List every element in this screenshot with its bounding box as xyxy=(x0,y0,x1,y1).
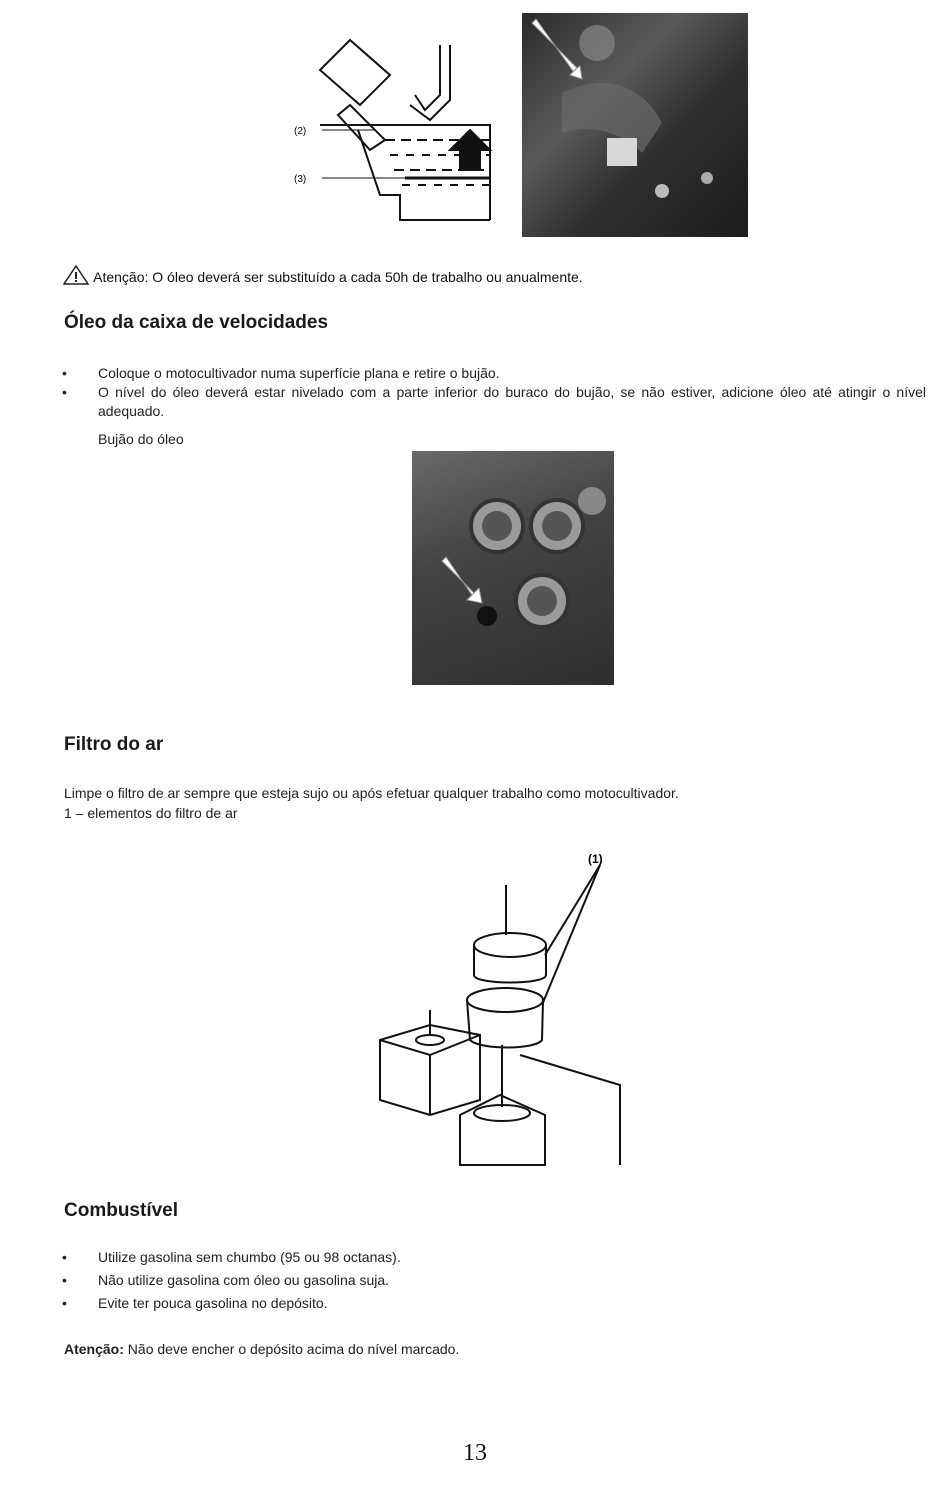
label-1: (1) xyxy=(588,852,603,866)
warning-text: Atenção: O óleo deverá ser substituído a cada 50h de trabalho ou anualmente. xyxy=(93,269,583,285)
plug-label: Bujão do óleo xyxy=(98,431,184,447)
gearbox-plug-photo xyxy=(412,451,614,685)
fuel-note-label: Atenção: xyxy=(64,1341,124,1357)
list-item: • O nível do óleo deverá estar nivelado com a parte inferior do buraco do bujão, se não estiver, adicione óleo até atingir o nível adequado. xyxy=(62,384,926,419)
arrow-icon xyxy=(532,19,582,79)
air-filter-title: Filtro do ar xyxy=(64,734,164,755)
dipstick-drawing xyxy=(290,30,500,235)
fuel-note xyxy=(64,1340,459,1359)
photo-shapes xyxy=(412,451,614,685)
fuel-note-text: Não deve encher o depósito acima do nível marcado. xyxy=(123,1341,460,1357)
list-item: • Não utilize gasolina com óleo ou gasolina suja. xyxy=(62,1272,390,1288)
page-number: 13 xyxy=(463,1440,487,1466)
label-3: (3) xyxy=(294,174,307,185)
fuel-bullets xyxy=(60,1248,926,1313)
list-item: • Evite ter pouca gasolina no depósito. xyxy=(62,1295,328,1311)
engine-oil-photo xyxy=(522,13,748,237)
label-2: (2) xyxy=(294,126,307,137)
gearbox-bullets xyxy=(60,364,926,421)
arrow-icon xyxy=(442,557,482,603)
photo-shapes xyxy=(522,13,748,237)
air-filter-diagram xyxy=(370,845,630,1170)
air-filter-legend: 1 – elementos do filtro de ar xyxy=(64,805,238,821)
list-item: • Utilize gasolina sem chumbo (95 ou 98 octanas). xyxy=(62,1249,401,1265)
warning-triangle-icon xyxy=(62,264,90,286)
dipstick-diagram xyxy=(290,30,500,235)
air-filter-text: Limpe o filtro de ar sempre que esteja sujo ou após efetuar qualquer trabalho como motocultivador. xyxy=(64,785,679,801)
fuel-title: Combustível xyxy=(64,1200,179,1221)
warning-line xyxy=(62,264,583,286)
list-item: • Coloque o motocultivador numa superfície plana e retire o bujão. xyxy=(62,365,500,381)
air-filter-drawing xyxy=(370,845,630,1170)
gearbox-title: Óleo da caixa de velocidades xyxy=(64,312,329,333)
